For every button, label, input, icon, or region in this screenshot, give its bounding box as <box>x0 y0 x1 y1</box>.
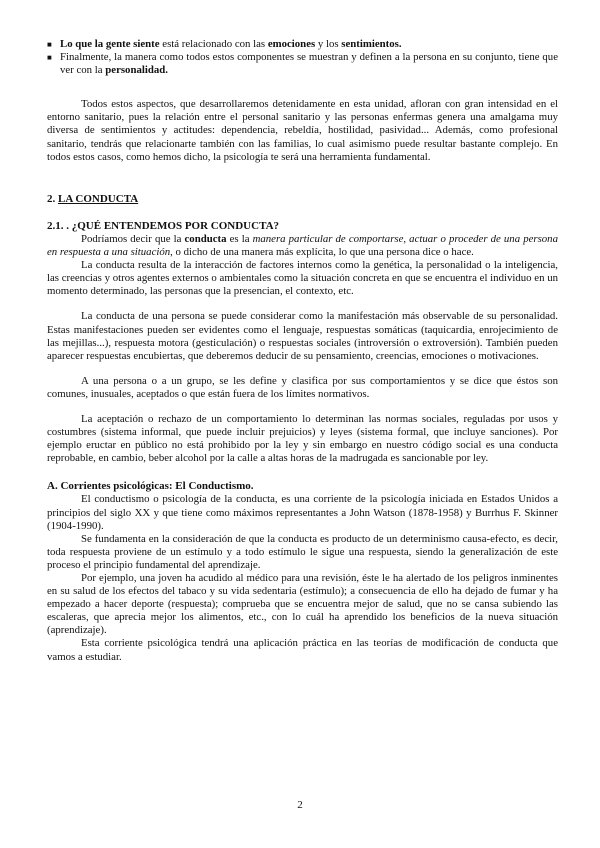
paragraph: Se fundamenta en la consideración de que la conducta es producto de un determinismo causa-efecto, es decir, toda respuesta proviene de un estímulo y a todo estímulo le sigue una respuesta, siendo la generalización de este proceso el principio fundamental del aprendizaje. <box>47 532 558 571</box>
italic-text: manera particular de comportarse, actuar o proceder de una persona en respuesta a una situación <box>47 232 558 259</box>
paragraph: La aceptación o rechazo de un comportamiento lo determinan las normas sociales, reguladas por usos y costumbres (sistema informal, que puede incluir prejuicios) y leyes (sistema formal, que incluye sanciones). Por ejemplo eructar en público no está prohibido por la ley y sin embargo en nuestro código social es una conducta reprobable, en cambio, beber alcohol por la calle a altas horas de la madrugada es sancionable por ley. <box>47 412 558 465</box>
text-run: es la <box>226 232 253 245</box>
text-run: , o dicho de una manera más explícita, lo que una persona dice o hace. <box>170 246 474 259</box>
text-run: está relacionado con las <box>159 38 268 50</box>
text-run: Podríamos decir que la <box>81 232 185 245</box>
section-heading <box>47 193 558 206</box>
subsection-heading: 2.1. . ¿QUÉ ENTENDEMOS POR CONDUCTA? <box>47 219 280 232</box>
bold-text: emociones <box>267 38 316 50</box>
section-number: 2. <box>47 192 58 205</box>
section-title: LA CONDUCTA <box>58 192 139 205</box>
subheading-conductismo: A. Corrientes psicológicas: El Conductismo. <box>47 480 254 493</box>
bold-text: personalidad. <box>105 64 168 77</box>
paragraph: Esta corriente psicológica tendrá una aplicación práctica en las teorías de modificación de conducta que vamos a estudiar. <box>47 637 558 663</box>
intro-paragraph: Todos estos aspectos, que desarrollaremos detenidamente en esta unidad, afloran con gran intensidad en el entorno sanitario, pues la relación entre el personal sanitario y las personas enfermas genera una amalgama muy diversa de sentimientos y actitudes: dependencia, rebeldía, hostilidad, pasividad... Además, como profesional sanitario, tendrás que relacionarte también con las familias, lo cual asimismo puede resultar bastante complejo. En todos estos casos, como hemos dicho, la psicología te será una herramienta fundamental. <box>47 98 558 163</box>
bullet-text <box>60 38 558 51</box>
paragraph: La conducta resulta de la interacción de factores internos como la genética, la personalidad o la inteligencia, las creencias y otros agentes externos o ambientales como la situación concreta en que se encuentra el individuo en un momento determinado, las personas que la presencian, el contexto, etc. <box>47 259 558 298</box>
paragraph: La conducta de una persona se puede considerar como la manifestación más observable de su personalidad. Estas manifestaciones pueden ser evidentes como el lenguaje, respuestas somáticas (taquicardia, enrojecimiento de las mejillas...), respuesta motora (gesticulación) o respuestas sociales (introversión o extroversión). También pueden aparecer respuestas encubiertas, que deberemos deducir de su pensamiento, creencias, emociones o motivaciones. <box>47 310 558 362</box>
bullet-item <box>47 51 558 77</box>
bullet-text <box>60 51 558 77</box>
page-number: 2 <box>297 799 303 811</box>
square-bullet-icon: ■ <box>47 40 52 49</box>
definition-paragraph <box>47 233 558 259</box>
paragraph: A una persona o a un grupo, se les define y clasifica por sus comportamientos y se dice que éstos son comunes, inusuales, aceptados o que están fuera de los límites normativos. <box>47 374 558 400</box>
page-content <box>47 38 558 664</box>
paragraph: Por ejemplo, una joven ha acudido al médico para una revisión, éste le ha alertado de los peligros inminentes en su salud de los efectos del tabaco y su vida sedentaria (estímulo); a consecuencia de ello ha dejado de fumar y ha empezado a hacer deporte (respuesta); comprueba que se encuentra mejor de salud, que no se cansa subiendo las escaleras, que aprecia mejor los alimentos, etc., con lo cuál ha aprendido los beneficios de la nueva situación (aprendizaje). <box>47 572 558 637</box>
paragraph: El conductismo o psicología de la conducta, es una corriente de la psicología iniciada en Estados Unidos a principios del siglo XX y que tiene como máximos representantes a John Watson (1878-1958) y Burrhus F. Skinner (1904-1990). <box>47 493 558 532</box>
bold-text: conducta <box>184 232 227 245</box>
text-run: y los <box>315 38 342 50</box>
bold-text: Lo que la gente siente <box>60 38 160 50</box>
bold-text: sentimientos. <box>341 38 402 50</box>
square-bullet-icon: ■ <box>47 53 52 63</box>
text-run: Finalmente, la manera como todos estos componentes se muestran y definen a la persona en su conjunto, tiene que ver con la <box>60 51 558 77</box>
bullet-item <box>47 38 558 51</box>
